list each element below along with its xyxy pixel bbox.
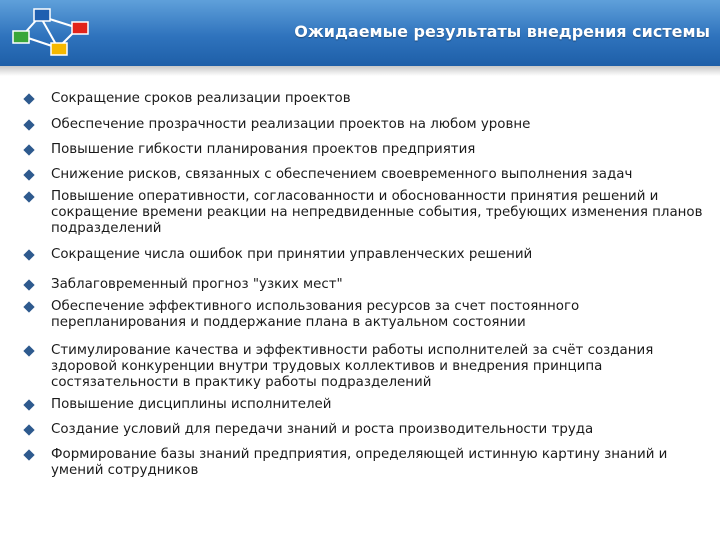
slide-header [0,0,720,66]
list-item [22,447,712,479]
diamond-bullet-icon [23,191,34,202]
list-item-text: Обеспечение прозрачности реализации проектов на любом уровне [51,117,531,132]
list-item-text: Сокращение сроков реализации проектов [51,91,351,106]
diamond-bullet-icon [23,119,34,130]
network-diagram-icon [8,4,108,60]
header-shadow [0,66,720,76]
list-item-text: Сокращение числа ошибок при принятии управленческих решений [51,247,533,262]
list-item-text: Повышение гибкости планирования проектов предприятия [51,142,476,157]
diamond-bullet-icon [23,399,34,410]
list-item [22,397,712,413]
diamond-bullet-icon [23,345,34,356]
diamond-bullet-icon [23,249,34,260]
list-item [22,167,712,183]
list-item [22,142,712,158]
slide-title: Ожидаемые результаты внедрения системы [294,22,710,41]
diamond-bullet-icon [23,93,34,104]
list-item-text: Формирование базы знаний предприятия, определяющей истинную картину знаний и умений сотрудников [51,447,668,478]
list-item [22,343,712,391]
list-item-text: Заблаговременный прогноз "узких мест" [51,277,343,292]
diamond-bullet-icon [23,449,34,460]
list-item-text: Обеспечение эффективного использования ресурсов за счет постоянного перепланирования и поддержание плана в актуальном состоянии [51,299,580,330]
results-list [22,91,712,479]
diamond-bullet-icon [23,301,34,312]
list-item [22,189,712,237]
diamond-bullet-icon [23,169,34,180]
list-item-text: Повышение дисциплины исполнителей [51,397,332,412]
list-item-text: Снижение рисков, связанных с обеспечением своевременного выполнения задач [51,167,633,182]
list-item-text: Создание условий для передачи знаний и роста производительности труда [51,422,594,437]
list-item-text: Стимулирование качества и эффективности работы исполнителей за счёт создания здоровой конкуренции внутри трудовых коллективов и внедрения принципа состязательности в практику работы подразделений [51,343,654,390]
diamond-bullet-icon [23,144,34,155]
diamond-bullet-icon [23,279,34,290]
list-item [22,91,712,107]
diamond-bullet-icon [23,424,34,435]
list-item [22,117,712,133]
list-item [22,299,712,331]
list-item-text: Повышение оперативности, согласованности и обоснованности принятия решений и сокращение времени реакции на непредвиденные события, требующих изменения планов подразделений [51,189,703,236]
list-item [22,422,712,438]
list-item [22,277,712,293]
list-item [22,247,712,263]
